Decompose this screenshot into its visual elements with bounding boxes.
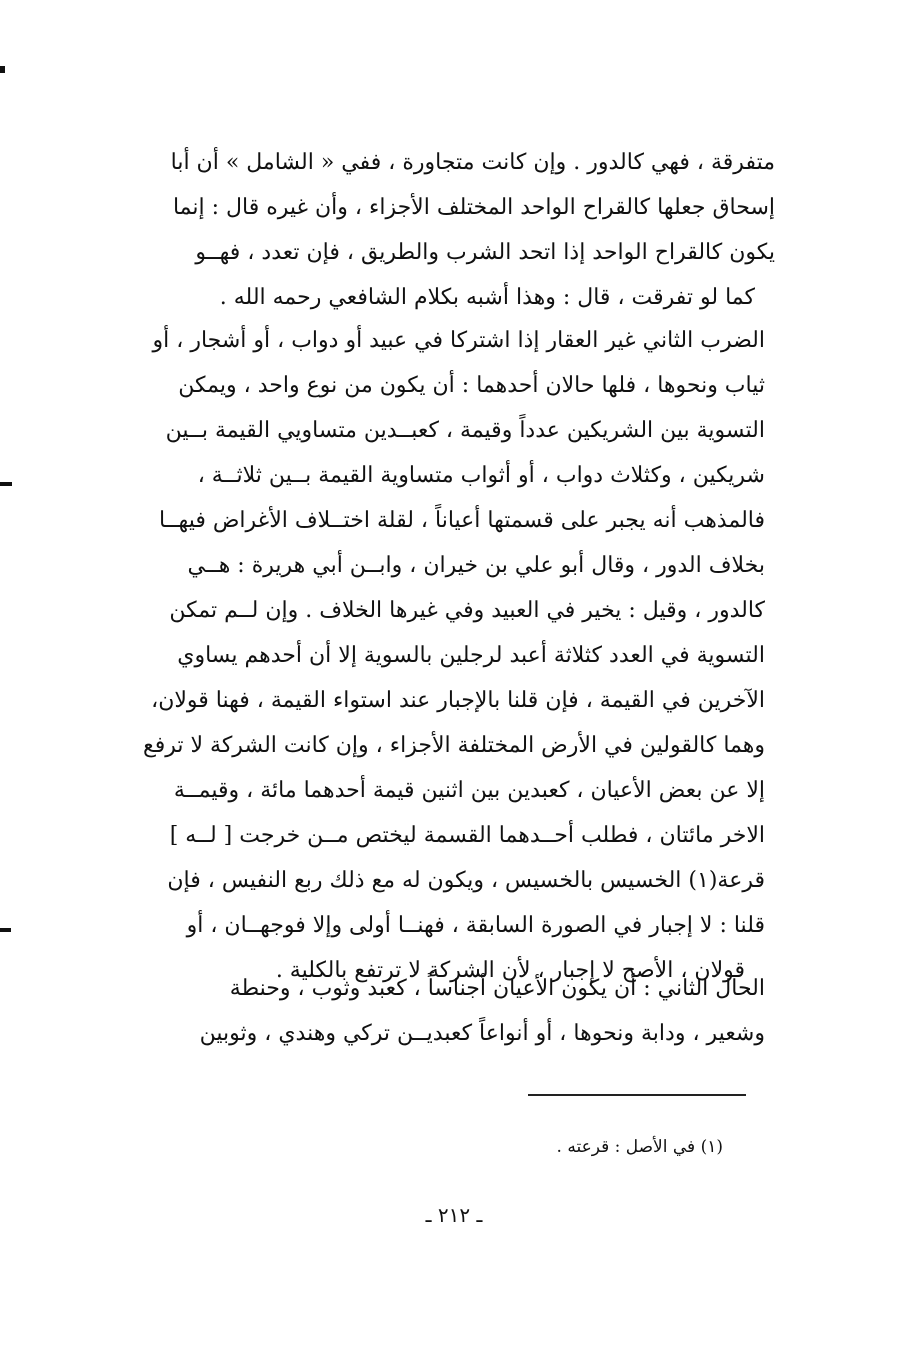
text-line: الاخر مائتان ، فطلب أحــدهما القسمة ليختص مــن خرجت [ لــه ] [169, 823, 765, 848]
text-line: بخلاف الدور ، وقال أبو علي بن خيران ، وابــن أبي هريرة : هــي [187, 553, 765, 578]
text-line: ثياب ونحوها ، فلها حالان أحدهما : أن يكون من نوع واحد ، ويمكن [178, 373, 765, 398]
scan-edge-mark-middle [0, 482, 12, 486]
footnote-separator [528, 1094, 746, 1096]
page-number: ـ ٢١٢ ـ [425, 1203, 483, 1227]
scan-edge-mark-top [0, 66, 5, 73]
text-line: الآخرين في القيمة ، فإن قلنا بالإجبار عند استواء القيمة ، فهنا قولان، [151, 688, 765, 713]
paragraph-1 [110, 140, 775, 320]
text-line: كما لو تفرقت ، قال : وهذا أشبه بكلام الشافعي رحمه الله . [219, 285, 755, 310]
footnote: (١) في الأصل : قرعته . [556, 1137, 723, 1157]
text-line: قولان ، الأصح لا إجبار ، لأن الشركة لا ترتفع بالكلية . [275, 958, 745, 983]
scan-edge-mark-bottom [0, 928, 11, 932]
text-line: وشعير ، ودابة ونحوها ، أو أنواعاً كعبديــن تركي وهندي ، وثوبين [199, 1021, 765, 1046]
text-line: الحال الثاني : أن يكون الأعيان أجناساً ، كعبد وثوب ، وحنطة [229, 976, 765, 1001]
text-line: فالمذهب أنه يجبر على قسمتها أعياناً ، لقلة اختــلاف الأغراض فيهــا [158, 508, 765, 533]
text-line: كالدور ، وقيل : يخير في العبيد وفي غيرها الخلاف . وإن لــم تمكن [169, 598, 765, 623]
text-line: التسوية بين الشريكين عدداً وقيمة ، كعبــدين متساويي القيمة بــين [165, 418, 765, 443]
text-line: يكون كالقراح الواحد إذا اتحد الشرب والطريق ، فإن تعدد ، فهــو [195, 240, 775, 265]
text-line: إلا عن بعض الأعيان ، كعبدين بين اثنين قيمة أحدهما مائة ، وقيمــة [173, 778, 765, 803]
paragraph-2 [110, 318, 765, 993]
text-line: إسحاق جعلها كالقراح الواحد المختلف الأجزاء ، وأن غيره قال : إنما [172, 195, 775, 220]
text-line: التسوية في العدد كثلاثة أعبد لرجلين بالسوية إلا أن أحدهم يساوي [177, 643, 765, 668]
text-line: شريكين ، وكثلاث دواب ، أو أثواب متساوية القيمة بــين ثلاثــة ، [197, 463, 765, 488]
text-line: الضرب الثاني غير العقار إذا اشتركا في عبيد أو دواب ، أو أشجار ، أو [152, 328, 765, 353]
text-line: متفرقة ، فهي كالدور . وإن كانت متجاورة ، ففي « الشامل » أن أبا [170, 150, 775, 175]
text-line: وهما كالقولين في الأرض المختلفة الأجزاء ، وإن كانت الشركة لا ترفع [143, 733, 765, 758]
text-line: قلنا : لا إجبار في الصورة السابقة ، فهنــا أولى وإلا فوجهــان ، أو [186, 913, 765, 938]
paragraph-3 [120, 966, 765, 1056]
text-line: قرعة(١) الخسيس بالخسيس ، ويكون له مع ذلك ربع النفيس ، فإن [167, 868, 765, 893]
